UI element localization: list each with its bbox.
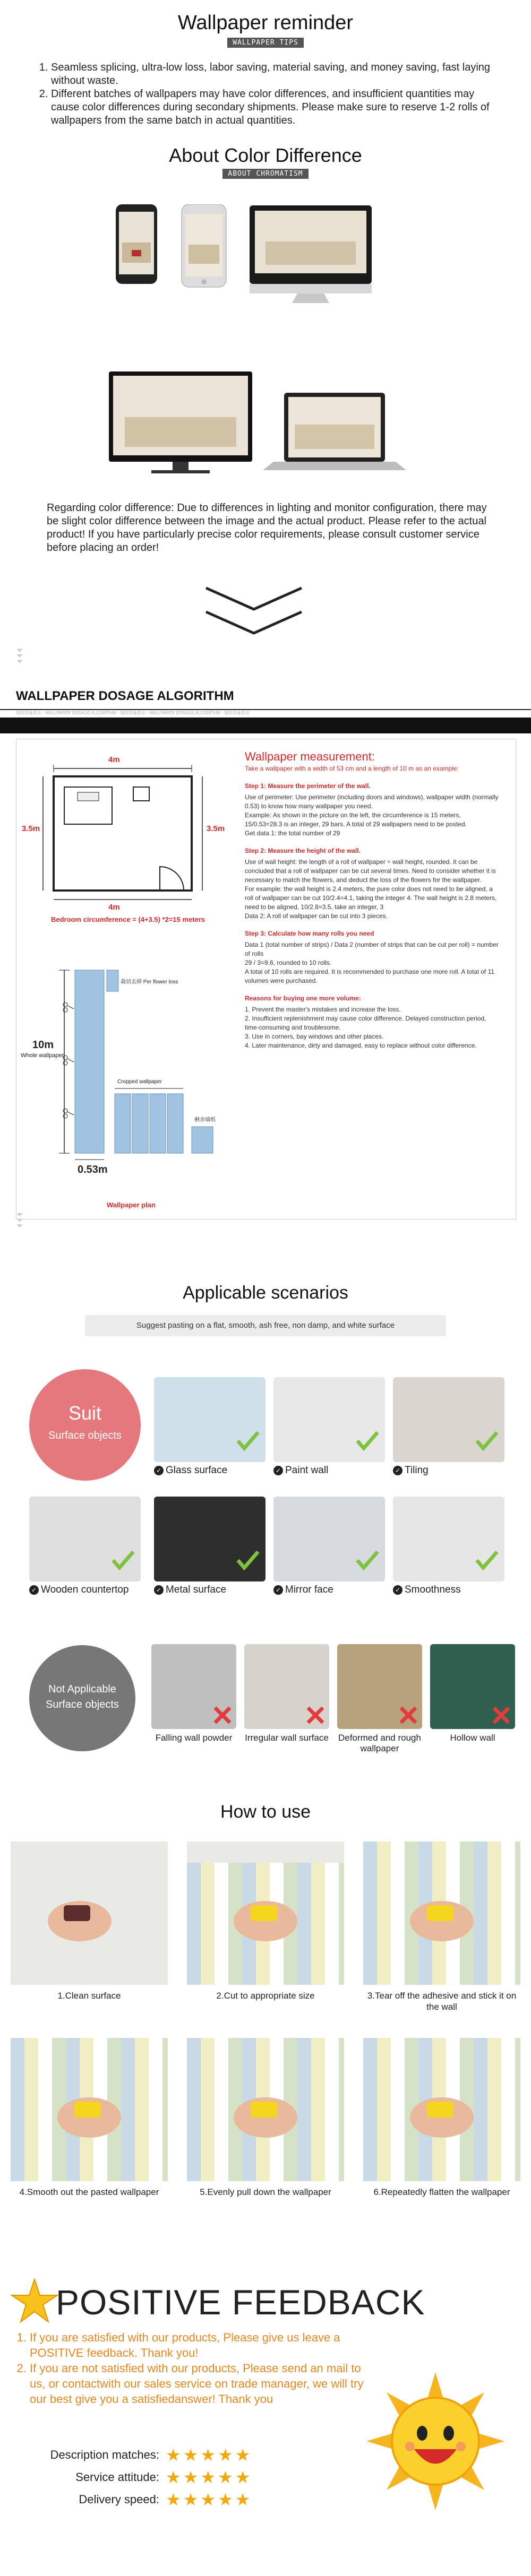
- step2-line: For example: the wall height is 2.4 meters, the pure color does not need to be aligned, a roll of wallpaper can be cut 10/2.4=4.1, taking the integer 4. The wall height is 2.8 meters, need to be aligned, 10/2.8=3.5, take an integer, 3: [245, 885, 497, 911]
- room-bottom-label: 4m: [108, 903, 120, 912]
- suit-circle: [29, 1369, 141, 1481]
- reason-line: 1. Prevent the master's mistakes and increase the loss.: [245, 1006, 401, 1013]
- star-icon: ★: [200, 2468, 216, 2487]
- deformed-wallpaper-card: [337, 1644, 422, 1729]
- howto-illustration: [187, 1842, 344, 1985]
- step3-line: 29 / 3=9.6, rounded to 10 rolls.: [245, 959, 332, 966]
- step3-line: A total of 10 rolls are required. It is recommended to purchase one more roll. A total of 11 volumes were purchased.: [245, 968, 495, 984]
- phone-device-2: [182, 204, 226, 287]
- smoothness-card: [393, 1497, 504, 1581]
- algorithm-title: WALLPAPER DOSAGE ALGORITHM: [16, 689, 234, 703]
- phone-device-1: [116, 204, 157, 284]
- measure-heading: Wallpaper measurement:: [245, 750, 375, 763]
- suit-item-label: [393, 1584, 504, 1596]
- check-icon: [475, 1430, 499, 1451]
- reason-line: 3. Use in corners, bay windows and other places.: [245, 1033, 384, 1040]
- cross-icon: [492, 1706, 511, 1725]
- rating-label: Description matches:: [50, 2448, 159, 2461]
- rating-row: [42, 2466, 252, 2488]
- howto-illustration: [363, 1842, 520, 1985]
- hollow-wall-card: [430, 1644, 515, 1729]
- metal-surface-card: [154, 1497, 266, 1581]
- color-title: About Color Difference: [169, 144, 362, 166]
- step1-title: Step 1: Measure the perimeter of the wall.: [245, 782, 371, 790]
- suit-item-text: Paint wall: [285, 1465, 329, 1476]
- step3-title: Step 3: Calculate how many rolls you need: [245, 930, 374, 937]
- star-icon: ★: [166, 2490, 181, 2509]
- devices-row-1: [106, 204, 435, 305]
- step3-line: Data 1 (total number of strips) / Data 2 (number of strips that can be cut per roll) = number of rolls: [245, 941, 499, 957]
- circumference-caption: Bedroom circumference = (4+3.5) *2=15 meters: [51, 915, 205, 923]
- per-flower-label: 裁切去掉 Per flower loss: [121, 979, 178, 985]
- check-icon: ✓: [29, 1585, 39, 1595]
- howto-step-image: [11, 2038, 168, 2181]
- howto-illustration: [363, 2038, 520, 2181]
- small-arrows-icon: [16, 1207, 23, 1234]
- measure-intro: Take a wallpaper with a width of 53 cm and a length of 10 m as an example:: [245, 765, 459, 772]
- rating-label: Service attitude:: [75, 2470, 159, 2484]
- howto-step-caption: 3.Tear off the adhesive and stick it on the wall: [367, 1991, 517, 2012]
- star-icon: ★: [218, 2445, 233, 2465]
- na-circle: [29, 1645, 135, 1751]
- scenarios-banner: Suggest pasting on a flat, smooth, ash free, non damp, and white surface: [85, 1315, 446, 1336]
- check-icon: ✓: [393, 1585, 402, 1595]
- rating-label: Delivery speed:: [79, 2493, 159, 2506]
- na-item-label: Falling wall powder: [155, 1733, 233, 1743]
- step2-line: Data 2: A roll of wallpaper can be cut into 3 pieces.: [245, 912, 388, 920]
- howto-step-image: [187, 2038, 344, 2181]
- reminder-item: 1. Seamless splicing, ultra-low loss, labor saving, material saving, and money saving, fast laying without waste.: [51, 61, 504, 88]
- reminder-item: 2. Different batches of wallpapers may have color differences, and insufficient quantities may cause color differences during secondary shipments. Please make sure to reserve 1-2 rolls of wallpapers from the same batch in actual quantities.: [51, 88, 504, 127]
- suit-item-label: [393, 1465, 504, 1476]
- reminder-header: [0, 12, 531, 48]
- suit-item-text: Metal surface: [166, 1584, 227, 1595]
- scissors-icon: [63, 1056, 74, 1065]
- wooden-countertop-card: [29, 1497, 141, 1581]
- star-icon: ★: [200, 2445, 216, 2465]
- suit-item-text: Mirror face: [285, 1584, 333, 1595]
- scissors-icon: [63, 1109, 74, 1118]
- remaining-label: 剩余墙纸: [194, 1117, 216, 1123]
- width-label: 0.53m: [78, 1164, 108, 1175]
- whole-wallpaper-label: Whole wallpaper: [21, 1052, 64, 1059]
- star-icon: ★: [235, 2445, 251, 2465]
- star-icon: ★: [235, 2490, 251, 2509]
- howto-illustration: [187, 2038, 344, 2181]
- tv-device: [109, 371, 252, 473]
- reminder-title: Wallpaper reminder: [177, 12, 354, 34]
- check-icon: [236, 1430, 260, 1451]
- tiling-card: [393, 1377, 504, 1462]
- na-item-label: Hollow wall: [450, 1733, 495, 1743]
- irregular-wall-card: [244, 1644, 329, 1729]
- check-icon: ✓: [273, 1585, 283, 1595]
- feedback-item: 2. If you are not satisfied with our products, Please send an mail to us, or contactwith our sales service on trade manager, we will try our best give you a satisfiedanswer! Thank you: [30, 2361, 366, 2407]
- measure-panel: [16, 739, 516, 1220]
- scissors-icon: [63, 1002, 74, 1012]
- howto-header: [0, 1802, 531, 1822]
- suit-item-text: Smoothness: [405, 1584, 461, 1595]
- star-icon: ★: [183, 2445, 199, 2465]
- suit-item-label: [273, 1465, 385, 1476]
- check-icon: [236, 1550, 260, 1571]
- room-right-label: 3.5m: [207, 824, 225, 833]
- na-item-label: Irregular wall surface: [245, 1733, 329, 1743]
- plan-caption: Wallpaper plan: [107, 1201, 156, 1209]
- small-arrows-icon: [16, 642, 23, 674]
- howto-step-caption: 4.Smooth out the pasted wallpaper: [19, 2187, 159, 2197]
- suit-item-text: Wooden countertop: [41, 1584, 129, 1595]
- cross-icon: [306, 1706, 325, 1725]
- check-icon: [355, 1550, 380, 1571]
- star-icon: ★: [235, 2468, 251, 2487]
- na-subtitle: Surface objects: [46, 1699, 119, 1710]
- falling-powder-card: [151, 1644, 236, 1729]
- glass-surface-card: [154, 1377, 266, 1462]
- check-icon: [475, 1550, 499, 1571]
- star-icon: ★: [183, 2490, 199, 2509]
- howto-step-caption: 1.Clean surface: [57, 1991, 121, 2001]
- reminder-list: [37, 61, 504, 127]
- howto-step-image: [363, 2038, 520, 2181]
- reminder-tag: WALLPAPER TIPS: [227, 38, 304, 48]
- imac-device: [250, 205, 372, 303]
- reason-line: 4. Later maintenance, dirty and damaged, easy to replace without color difference.: [245, 1042, 477, 1049]
- suit-item-label: [154, 1465, 266, 1476]
- step1-line: Use of perimeter: Use perimeter (including doors and windows), wallpaper width (normally 0.53) to know how many wallpaper you need.: [245, 793, 499, 810]
- star-icon: ★: [166, 2445, 181, 2465]
- cross-icon: [399, 1706, 418, 1725]
- suit-item-text: Glass surface: [166, 1465, 228, 1476]
- mirror-face-card: [273, 1497, 385, 1581]
- na-item-label: Deformed and rough wallpaper: [338, 1733, 421, 1753]
- step1-line: Get data 1: the total number of 29: [245, 829, 340, 837]
- feedback-title: POSITIVE FEEDBACK: [56, 2283, 425, 2322]
- suit-item-label: [154, 1584, 266, 1596]
- rating-row: [42, 2444, 252, 2466]
- reasons-title: Reasons for buying one more volume:: [245, 995, 361, 1002]
- step2-line: Use of wall height: the length of a roll of wallpaper ÷ wall height, rounded. It can be concluded that a roll of wallpaper can be cut several times. Need to consider whether it is necessary to match the flowers, and deduct the loss of the flowers for the wallpaper.: [245, 858, 496, 884]
- height-label: 10m: [32, 1039, 54, 1051]
- room-left-label: 3.5m: [22, 824, 40, 833]
- paint-wall-card: [273, 1377, 385, 1462]
- howto-step-caption: 5.Evenly pull down the wallpaper: [200, 2187, 331, 2197]
- check-icon: [355, 1430, 380, 1451]
- suit-item-text: Tiling: [405, 1465, 429, 1476]
- scenarios-title: Applicable scenarios: [183, 1283, 348, 1303]
- suit-subtitle: Surface objects: [48, 1430, 122, 1441]
- howto-illustration: [11, 1842, 168, 1985]
- laptop-device: [263, 393, 406, 470]
- howto-title: How to use: [220, 1802, 311, 1822]
- color-text: Regarding color difference: Due to differences in lighting and monitor configuration, there may be slight color difference between the image and the actual product. Please refer to the actual product! If you have particularly precise color requirements, please consult customer service before placing an order!: [47, 502, 487, 554]
- star-icon: ★: [183, 2468, 199, 2487]
- color-tag: ABOUT CHROMATISM: [222, 169, 308, 179]
- suit-item-label: [273, 1584, 385, 1596]
- feedback-item: 1. If you are satisfied with our products, Please give us leave a POSITIVE feedback. Thank you!: [30, 2330, 366, 2361]
- algorithm-bar: [0, 718, 531, 733]
- feedback-section: [0, 2271, 531, 2576]
- color-header: [0, 144, 531, 179]
- howto-step-image: [363, 1842, 520, 1985]
- suit-item-label: [29, 1584, 141, 1596]
- scenarios-header: [0, 1283, 531, 1303]
- howto-step-image: [187, 1842, 344, 1985]
- devices-row-2: [109, 371, 427, 483]
- check-icon: ✓: [154, 1466, 164, 1475]
- star-icon: ★: [218, 2490, 233, 2509]
- rating-row: [42, 2488, 252, 2511]
- measure-text: [245, 752, 500, 1050]
- na-title: Not Applicable: [48, 1683, 116, 1695]
- check-icon: ✓: [393, 1466, 402, 1475]
- howto-illustration: [11, 2038, 168, 2181]
- howto-step-caption: 6.Repeatedly flatten the wallpaper: [373, 2187, 510, 2197]
- star-icon: ★: [166, 2468, 181, 2487]
- cropped-label: Cropped wallpaper: [117, 1079, 162, 1085]
- algorithm-header: [0, 684, 531, 711]
- howto-step-image: [11, 1842, 168, 1985]
- step2-title: Step 2: Measure the height of the wall.: [245, 847, 361, 854]
- star-icon: ★: [218, 2468, 233, 2487]
- howto-step-caption: 2.Cut to appropriate size: [216, 1991, 315, 2001]
- check-icon: [111, 1550, 135, 1571]
- feedback-list: [16, 2330, 366, 2407]
- check-icon: ✓: [273, 1466, 283, 1475]
- cross-icon: [213, 1706, 232, 1725]
- step1-line: Example: As shown in the picture on the left, the circumference is 15 meters, 15/0.53=28.3 is an integer, 29 bars. A total of 29 wallpapers need to be posted.: [245, 811, 467, 828]
- ratings: [42, 2444, 252, 2511]
- algorithm-fineprint: 墙纸用量算法 · WALLPAPER DOSAGE ALGORITHM · 墙纸用量算法 · WALLPAPER DOSAGE ALGORITHM · 墙纸用量算法: [0, 710, 531, 718]
- check-icon: ✓: [154, 1585, 164, 1595]
- reason-line: 2. Insufficient replenishment may cause color difference. Delayed construction period, time-consuming and troublesome.: [245, 1015, 486, 1031]
- room-top-label: 4m: [108, 755, 120, 764]
- star-icon: ★: [200, 2490, 216, 2509]
- star-decoration-icon: [11, 2277, 58, 2324]
- chevron-down-icon: [201, 583, 307, 641]
- suit-title: Suit: [68, 1402, 102, 1424]
- sun-mascot-icon: [366, 2372, 504, 2510]
